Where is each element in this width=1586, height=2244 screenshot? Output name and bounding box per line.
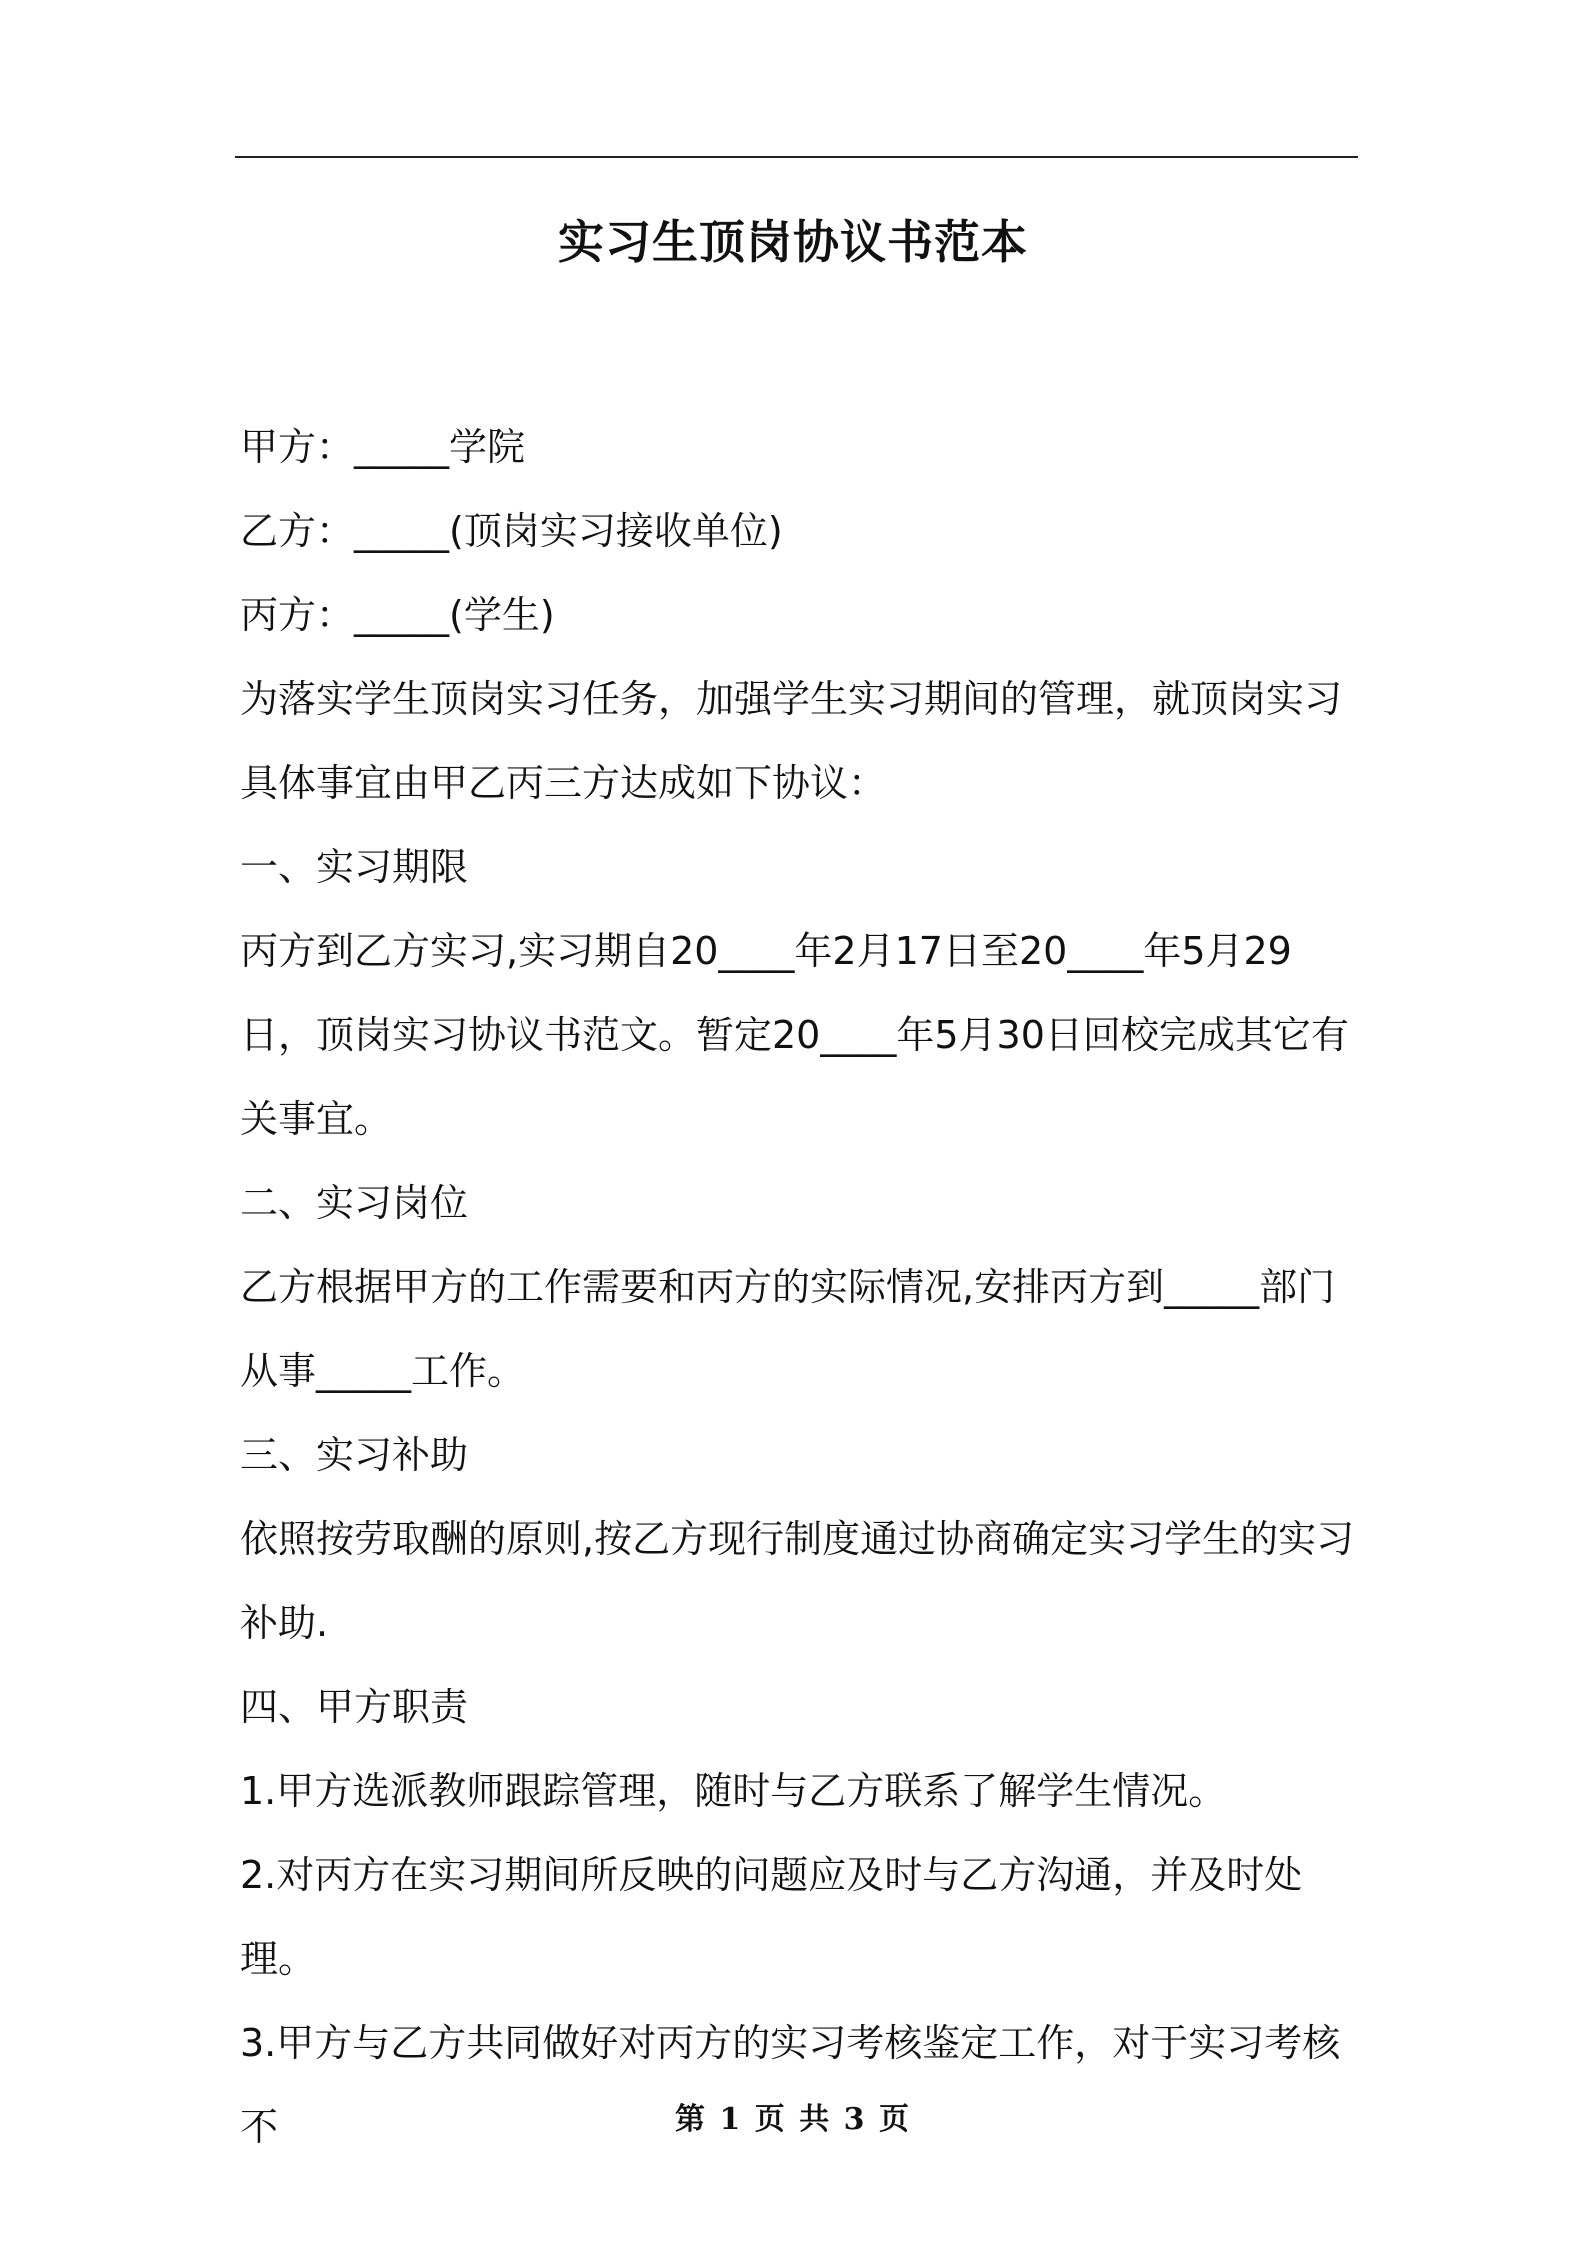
section-heading-period: 一、实习期限 xyxy=(240,845,469,889)
duty-item-3: 3.甲方与乙方共同做好对丙方的实习考核鉴定工作，对于实习考核不 xyxy=(240,2021,1341,2149)
header-rule xyxy=(235,156,1358,158)
section-heading-party-a-duties: 四、甲方职责 xyxy=(240,1685,469,1729)
preamble-paragraph: 为落实学生顶岗实习任务，加强学生实习期间的管理，就顶岗实习具体事宜由甲乙丙三方达成如下协议： xyxy=(240,677,1343,805)
section-heading-position: 二、实习岗位 xyxy=(240,1181,469,1225)
duty-item-2: 2.对丙方在实习期间所反映的问题应及时与乙方沟通，并及时处理。 xyxy=(240,1853,1303,1981)
period-paragraph: 丙方到乙方实习,实习期自20____年2月17日至20____年5月29日，顶岗实习协议书范文。暂定20____年5月30日回校完成其它有关事宜。 xyxy=(240,929,1349,1141)
document-body xyxy=(240,405,1360,2169)
page-number-indicator: 第 1 页 共 3 页 xyxy=(675,2102,911,2137)
duty-item-1: 1.甲方选派教师跟踪管理，随时与乙方联系了解学生情况。 xyxy=(240,1769,1227,1813)
document-title: 实习生顶岗协议书范本 xyxy=(558,215,1028,269)
position-paragraph: 乙方根据甲方的工作需要和丙方的实际情况,安排丙方到_____部门从事_____工作。 xyxy=(240,1265,1336,1393)
section-heading-subsidy: 三、实习补助 xyxy=(240,1433,469,1477)
party-c-line: 丙方：_____(学生) xyxy=(240,593,555,637)
party-a-line: 甲方：_____学院 xyxy=(240,425,526,469)
party-b-line: 乙方：_____(顶岗实习接收单位) xyxy=(240,509,783,553)
subsidy-paragraph: 依照按劳取酬的原则,按乙方现行制度通过协商确定实习学生的实习补助. xyxy=(240,1517,1355,1645)
